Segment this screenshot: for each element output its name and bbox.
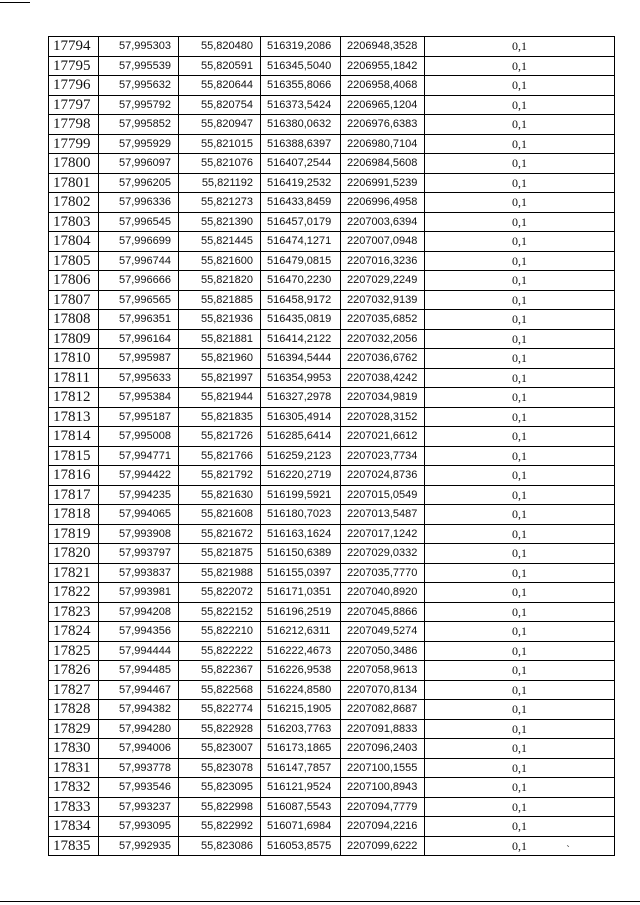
point-number-cell: 17797 <box>49 95 99 115</box>
latitude-cell: 57,995303 <box>99 37 179 57</box>
accuracy-cell: 0,1 <box>425 154 615 174</box>
coord-x-cell: 516173,1865 <box>261 739 341 759</box>
point-number-cell: 17821 <box>49 563 99 583</box>
point-number-cell: 17822 <box>49 583 99 603</box>
table-row <box>49 115 615 135</box>
coord-y-cell: 2206948,3528 <box>341 37 425 57</box>
coord-y-cell: 2207050,3486 <box>341 641 425 661</box>
latitude-cell: 57,994235 <box>99 485 179 505</box>
coord-y-cell: 2207099,6222 <box>341 836 425 856</box>
table-row <box>49 524 615 544</box>
latitude-cell: 57,995792 <box>99 95 179 115</box>
table-row <box>49 154 615 174</box>
table-body <box>49 37 615 856</box>
coord-y-cell: 2207029,0332 <box>341 544 425 564</box>
table-row <box>49 739 615 759</box>
point-number-cell: 17807 <box>49 290 99 310</box>
table-row <box>49 680 615 700</box>
longitude-cell: 55,823007 <box>179 739 261 759</box>
longitude-cell: 55,823086 <box>179 836 261 856</box>
coord-x-cell: 516285,6414 <box>261 427 341 447</box>
longitude-cell: 55,823078 <box>179 758 261 778</box>
longitude-cell: 55,821875 <box>179 544 261 564</box>
coord-y-cell: 2207034,9819 <box>341 388 425 408</box>
table-row <box>49 719 615 739</box>
coord-x-cell: 516433,8459 <box>261 193 341 213</box>
table-row <box>49 817 615 837</box>
coord-y-cell: 2207038,4242 <box>341 368 425 388</box>
coord-y-cell: 2207100,8943 <box>341 778 425 798</box>
longitude-cell: 55,823095 <box>179 778 261 798</box>
coord-x-cell: 516380,0632 <box>261 115 341 135</box>
latitude-cell: 57,993237 <box>99 797 179 817</box>
table-row <box>49 56 615 76</box>
accuracy-cell: 0,1 <box>425 797 615 817</box>
coord-y-cell: 2207016,3236 <box>341 251 425 271</box>
table-row <box>49 427 615 447</box>
accuracy-cell: 0,1 <box>425 524 615 544</box>
accuracy-cell: 0,1 <box>425 329 615 349</box>
coord-x-cell: 516226,9538 <box>261 661 341 681</box>
accuracy-cell: 0,1 <box>425 173 615 193</box>
accuracy-cell: 0,1 <box>425 427 615 447</box>
longitude-cell: 55,820591 <box>179 56 261 76</box>
point-number-cell: 17810 <box>49 349 99 369</box>
point-number-cell: 17815 <box>49 446 99 466</box>
longitude-cell: 55,821390 <box>179 212 261 232</box>
table-row <box>49 368 615 388</box>
point-number-cell: 17804 <box>49 232 99 252</box>
coord-y-cell: 2206958,4068 <box>341 76 425 96</box>
accuracy-cell: 0,1 <box>425 641 615 661</box>
coord-y-cell: 2207017,1242 <box>341 524 425 544</box>
coord-y-cell: 2207049,5274 <box>341 622 425 642</box>
longitude-cell: 55,821820 <box>179 271 261 291</box>
point-number-cell: 17794 <box>49 37 99 57</box>
coord-x-cell: 516319,2086 <box>261 37 341 57</box>
point-number-cell: 17809 <box>49 329 99 349</box>
coord-x-cell: 516171,0351 <box>261 583 341 603</box>
accuracy-cell: 0,1 <box>425 212 615 232</box>
accuracy-cell: 0,1 <box>425 115 615 135</box>
table-row <box>49 446 615 466</box>
accuracy-cell: 0,1 <box>425 368 615 388</box>
point-number-cell: 17808 <box>49 310 99 330</box>
latitude-cell: 57,995632 <box>99 76 179 96</box>
accuracy-cell: 0,1 <box>425 505 615 525</box>
coord-x-cell: 516414,2122 <box>261 329 341 349</box>
latitude-cell: 57,992935 <box>99 836 179 856</box>
latitude-cell: 57,996565 <box>99 290 179 310</box>
point-number-cell: 17795 <box>49 56 99 76</box>
longitude-cell: 55,820644 <box>179 76 261 96</box>
latitude-cell: 57,995987 <box>99 349 179 369</box>
accuracy-cell: 0,1 <box>425 446 615 466</box>
table-row <box>49 329 615 349</box>
table-row <box>49 407 615 427</box>
longitude-cell: 55,822928 <box>179 719 261 739</box>
longitude-cell: 55,822152 <box>179 602 261 622</box>
coord-y-cell: 2207036,6762 <box>341 349 425 369</box>
latitude-cell: 57,994006 <box>99 739 179 759</box>
latitude-cell: 57,996699 <box>99 232 179 252</box>
accuracy-cell: 0,1 <box>425 758 615 778</box>
point-number-cell: 17802 <box>49 193 99 213</box>
longitude-cell: 55,821936 <box>179 310 261 330</box>
table-row <box>49 836 615 856</box>
accuracy-cell: 0,1 <box>425 622 615 642</box>
latitude-cell: 57,994771 <box>99 446 179 466</box>
latitude-cell: 57,996351 <box>99 310 179 330</box>
table-row <box>49 251 615 271</box>
table-row <box>49 95 615 115</box>
longitude-cell: 55,821672 <box>179 524 261 544</box>
longitude-cell: 55,821885 <box>179 290 261 310</box>
latitude-cell: 57,995539 <box>99 56 179 76</box>
coord-y-cell: 2206955,1842 <box>341 56 425 76</box>
table-row <box>49 388 615 408</box>
point-number-cell: 17833 <box>49 797 99 817</box>
accuracy-cell: 0,1 <box>425 37 615 57</box>
longitude-cell: 55,821792 <box>179 466 261 486</box>
coord-x-cell: 516220,2719 <box>261 466 341 486</box>
latitude-cell: 57,994280 <box>99 719 179 739</box>
table-row <box>49 583 615 603</box>
point-number-cell: 17805 <box>49 251 99 271</box>
coord-y-cell: 2207007,0948 <box>341 232 425 252</box>
table-row <box>49 37 615 57</box>
accuracy-cell: 0,1 <box>425 466 615 486</box>
latitude-cell: 57,995187 <box>99 407 179 427</box>
coord-y-cell: 2206965,1204 <box>341 95 425 115</box>
latitude-cell: 57,996097 <box>99 154 179 174</box>
longitude-cell: 55,822210 <box>179 622 261 642</box>
latitude-cell: 57,994065 <box>99 505 179 525</box>
longitude-cell: 55,820480 <box>179 37 261 57</box>
point-number-cell: 17820 <box>49 544 99 564</box>
coord-y-cell: 2207032,9139 <box>341 290 425 310</box>
table-row <box>49 641 615 661</box>
coord-x-cell: 516407,2544 <box>261 154 341 174</box>
latitude-cell: 57,994485 <box>99 661 179 681</box>
accuracy-cell: 0,1 <box>425 739 615 759</box>
longitude-cell: 55,821835 <box>179 407 261 427</box>
latitude-cell: 57,995008 <box>99 427 179 447</box>
point-number-cell: 17812 <box>49 388 99 408</box>
point-number-cell: 17813 <box>49 407 99 427</box>
coord-y-cell: 2207003,6394 <box>341 212 425 232</box>
accuracy-cell: 0,1 <box>425 485 615 505</box>
latitude-cell: 57,994422 <box>99 466 179 486</box>
accuracy-cell: 0,1 <box>425 661 615 681</box>
coordinates-table <box>48 36 615 856</box>
longitude-cell: 55,821960 <box>179 349 261 369</box>
latitude-cell: 57,996336 <box>99 193 179 213</box>
latitude-cell: 57,995929 <box>99 134 179 154</box>
accuracy-cell: 0,1 <box>425 563 615 583</box>
coord-x-cell: 516373,5424 <box>261 95 341 115</box>
coord-x-cell: 516458,9172 <box>261 290 341 310</box>
latitude-cell: 57,993837 <box>99 563 179 583</box>
point-number-cell: 17816 <box>49 466 99 486</box>
table-row <box>49 778 615 798</box>
table-row <box>49 563 615 583</box>
coord-y-cell: 2207021,6612 <box>341 427 425 447</box>
longitude-cell: 55,821445 <box>179 232 261 252</box>
longitude-cell: 55,821608 <box>179 505 261 525</box>
coord-y-cell: 2206991,5239 <box>341 173 425 193</box>
table-row <box>49 622 615 642</box>
point-number-cell: 17801 <box>49 173 99 193</box>
coord-x-cell: 516071,6984 <box>261 817 341 837</box>
coord-y-cell: 2207015,0549 <box>341 485 425 505</box>
header-rule <box>0 2 30 3</box>
accuracy-cell: 0,1 <box>425 251 615 271</box>
point-number-cell: 17796 <box>49 76 99 96</box>
coord-x-cell: 516259,2123 <box>261 446 341 466</box>
longitude-cell: 55,822222 <box>179 641 261 661</box>
point-number-cell: 17818 <box>49 505 99 525</box>
point-number-cell: 17835 <box>49 836 99 856</box>
coord-x-cell: 516457,0179 <box>261 212 341 232</box>
longitude-cell: 55,821726 <box>179 427 261 447</box>
table-row <box>49 758 615 778</box>
point-number-cell: 17825 <box>49 641 99 661</box>
point-number-cell: 17799 <box>49 134 99 154</box>
point-number-cell: 17806 <box>49 271 99 291</box>
table-row <box>49 505 615 525</box>
table-row <box>49 134 615 154</box>
coord-y-cell: 2207091,8833 <box>341 719 425 739</box>
longitude-cell: 55,821015 <box>179 134 261 154</box>
coord-x-cell: 516155,0397 <box>261 563 341 583</box>
coord-x-cell: 516203,7763 <box>261 719 341 739</box>
latitude-cell: 57,993546 <box>99 778 179 798</box>
footer-rule <box>0 901 640 902</box>
coord-x-cell: 516215,1905 <box>261 700 341 720</box>
coord-y-cell: 2207013,5487 <box>341 505 425 525</box>
accuracy-cell: 0,1 <box>425 232 615 252</box>
stray-mark: ` <box>566 845 571 856</box>
accuracy-cell: 0,1 <box>425 388 615 408</box>
coord-x-cell: 516305,4914 <box>261 407 341 427</box>
longitude-cell: 55,821997 <box>179 368 261 388</box>
accuracy-cell: 0,1 <box>425 134 615 154</box>
latitude-cell: 57,994467 <box>99 680 179 700</box>
point-number-cell: 17832 <box>49 778 99 798</box>
coord-x-cell: 516419,2532 <box>261 173 341 193</box>
coord-y-cell: 2207035,7770 <box>341 563 425 583</box>
accuracy-cell: 0,1 <box>425 76 615 96</box>
table-row <box>49 193 615 213</box>
point-number-cell: 17823 <box>49 602 99 622</box>
table-row <box>49 349 615 369</box>
coord-x-cell: 516163,1624 <box>261 524 341 544</box>
coord-y-cell: 2207040,8920 <box>341 583 425 603</box>
coord-y-cell: 2206980,7104 <box>341 134 425 154</box>
coord-x-cell: 516355,8066 <box>261 76 341 96</box>
accuracy-cell: 0,1 <box>425 349 615 369</box>
point-number-cell: 17829 <box>49 719 99 739</box>
longitude-cell: 55,820947 <box>179 115 261 135</box>
table-row <box>49 310 615 330</box>
coord-x-cell: 516474,1271 <box>261 232 341 252</box>
accuracy-cell: 0,1 <box>425 271 615 291</box>
point-number-cell: 17811 <box>49 368 99 388</box>
table-row <box>49 797 615 817</box>
table-row <box>49 700 615 720</box>
longitude-cell: 55,821600 <box>179 251 261 271</box>
coord-x-cell: 516435,0819 <box>261 310 341 330</box>
longitude-cell: 55,822774 <box>179 700 261 720</box>
table-row <box>49 485 615 505</box>
accuracy-cell: 0,1 <box>425 193 615 213</box>
accuracy-cell: 0,1 <box>425 544 615 564</box>
coord-y-cell: 2207096,2403 <box>341 739 425 759</box>
latitude-cell: 57,996164 <box>99 329 179 349</box>
table-row <box>49 271 615 291</box>
table-row <box>49 173 615 193</box>
point-number-cell: 17828 <box>49 700 99 720</box>
table-row <box>49 466 615 486</box>
point-number-cell: 17830 <box>49 739 99 759</box>
coord-x-cell: 516470,2230 <box>261 271 341 291</box>
coord-x-cell: 516150,6389 <box>261 544 341 564</box>
longitude-cell: 55,822072 <box>179 583 261 603</box>
coord-x-cell: 516394,5444 <box>261 349 341 369</box>
coord-x-cell: 516121,9524 <box>261 778 341 798</box>
latitude-cell: 57,996744 <box>99 251 179 271</box>
accuracy-cell: 0,1 <box>425 310 615 330</box>
coord-x-cell: 516224,8580 <box>261 680 341 700</box>
latitude-cell: 57,993908 <box>99 524 179 544</box>
coord-x-cell: 516388,6397 <box>261 134 341 154</box>
coord-y-cell: 2206996,4958 <box>341 193 425 213</box>
accuracy-cell: 0,1 <box>425 836 615 856</box>
accuracy-cell: 0,1 <box>425 583 615 603</box>
coord-y-cell: 2207029,2249 <box>341 271 425 291</box>
longitude-cell: 55,821076 <box>179 154 261 174</box>
coord-y-cell: 2207094,7779 <box>341 797 425 817</box>
point-number-cell: 17826 <box>49 661 99 681</box>
coord-x-cell: 516222,4673 <box>261 641 341 661</box>
table-row <box>49 661 615 681</box>
coord-y-cell: 2207058,9613 <box>341 661 425 681</box>
point-number-cell: 17831 <box>49 758 99 778</box>
coord-y-cell: 2207032,2056 <box>341 329 425 349</box>
coord-x-cell: 516199,5921 <box>261 485 341 505</box>
coord-x-cell: 516327,2978 <box>261 388 341 408</box>
latitude-cell: 57,994444 <box>99 641 179 661</box>
longitude-cell: 55,821766 <box>179 446 261 466</box>
accuracy-cell: 0,1 <box>425 680 615 700</box>
coord-y-cell: 2207024,8736 <box>341 466 425 486</box>
latitude-cell: 57,996205 <box>99 173 179 193</box>
accuracy-cell: 0,1 <box>425 602 615 622</box>
accuracy-cell: 0,1 <box>425 56 615 76</box>
latitude-cell: 57,993778 <box>99 758 179 778</box>
accuracy-cell: 0,1 <box>425 290 615 310</box>
coord-x-cell: 516354,9953 <box>261 368 341 388</box>
table-row <box>49 602 615 622</box>
latitude-cell: 57,996666 <box>99 271 179 291</box>
longitude-cell: 55,822568 <box>179 680 261 700</box>
longitude-cell: 55,821630 <box>179 485 261 505</box>
latitude-cell: 57,996545 <box>99 212 179 232</box>
longitude-cell: 55,822367 <box>179 661 261 681</box>
coord-x-cell: 516196,2519 <box>261 602 341 622</box>
point-number-cell: 17824 <box>49 622 99 642</box>
longitude-cell: 55,820754 <box>179 95 261 115</box>
point-number-cell: 17800 <box>49 154 99 174</box>
accuracy-cell: 0,1 <box>425 700 615 720</box>
latitude-cell: 57,993095 <box>99 817 179 837</box>
latitude-cell: 57,993797 <box>99 544 179 564</box>
accuracy-cell: 0,1 <box>425 95 615 115</box>
coord-x-cell: 516147,7857 <box>261 758 341 778</box>
latitude-cell: 57,994356 <box>99 622 179 642</box>
coord-y-cell: 2207082,8687 <box>341 700 425 720</box>
coord-y-cell: 2207023,7734 <box>341 446 425 466</box>
coord-x-cell: 516212,6311 <box>261 622 341 642</box>
table-row <box>49 212 615 232</box>
point-number-cell: 17814 <box>49 427 99 447</box>
coord-y-cell: 2207035,6852 <box>341 310 425 330</box>
longitude-cell: 55,821881 <box>179 329 261 349</box>
coord-y-cell: 2207045,8866 <box>341 602 425 622</box>
accuracy-cell: 0,1 <box>425 719 615 739</box>
coord-y-cell: 2207100,1555 <box>341 758 425 778</box>
accuracy-cell: 0,1 <box>425 817 615 837</box>
latitude-cell: 57,993981 <box>99 583 179 603</box>
latitude-cell: 57,995852 <box>99 115 179 135</box>
coord-y-cell: 2207094,2216 <box>341 817 425 837</box>
coord-x-cell: 516180,7023 <box>261 505 341 525</box>
table-row <box>49 76 615 96</box>
coord-y-cell: 2207070,8134 <box>341 680 425 700</box>
table-row <box>49 544 615 564</box>
point-number-cell: 17819 <box>49 524 99 544</box>
point-number-cell: 17834 <box>49 817 99 837</box>
point-number-cell: 17803 <box>49 212 99 232</box>
accuracy-cell: 0,1 <box>425 778 615 798</box>
coord-x-cell: 516345,5040 <box>261 56 341 76</box>
latitude-cell: 57,994208 <box>99 602 179 622</box>
longitude-cell: 55,822998 <box>179 797 261 817</box>
coord-y-cell: 2207028,3152 <box>341 407 425 427</box>
accuracy-cell: 0,1 <box>425 407 615 427</box>
latitude-cell: 57,994382 <box>99 700 179 720</box>
point-number-cell: 17817 <box>49 485 99 505</box>
point-number-cell: 17827 <box>49 680 99 700</box>
longitude-cell: 55,821273 <box>179 193 261 213</box>
coord-y-cell: 2206984,5608 <box>341 154 425 174</box>
coord-x-cell: 516087,5543 <box>261 797 341 817</box>
table-row <box>49 290 615 310</box>
longitude-cell: 55,821944 <box>179 388 261 408</box>
longitude-cell: 55,821192 <box>179 173 261 193</box>
point-number-cell: 17798 <box>49 115 99 135</box>
table-row <box>49 232 615 252</box>
coord-y-cell: 2206976,6383 <box>341 115 425 135</box>
coord-x-cell: 516053,8575 <box>261 836 341 856</box>
latitude-cell: 57,995384 <box>99 388 179 408</box>
longitude-cell: 55,821988 <box>179 563 261 583</box>
longitude-cell: 55,822992 <box>179 817 261 837</box>
coord-x-cell: 516479,0815 <box>261 251 341 271</box>
latitude-cell: 57,995633 <box>99 368 179 388</box>
